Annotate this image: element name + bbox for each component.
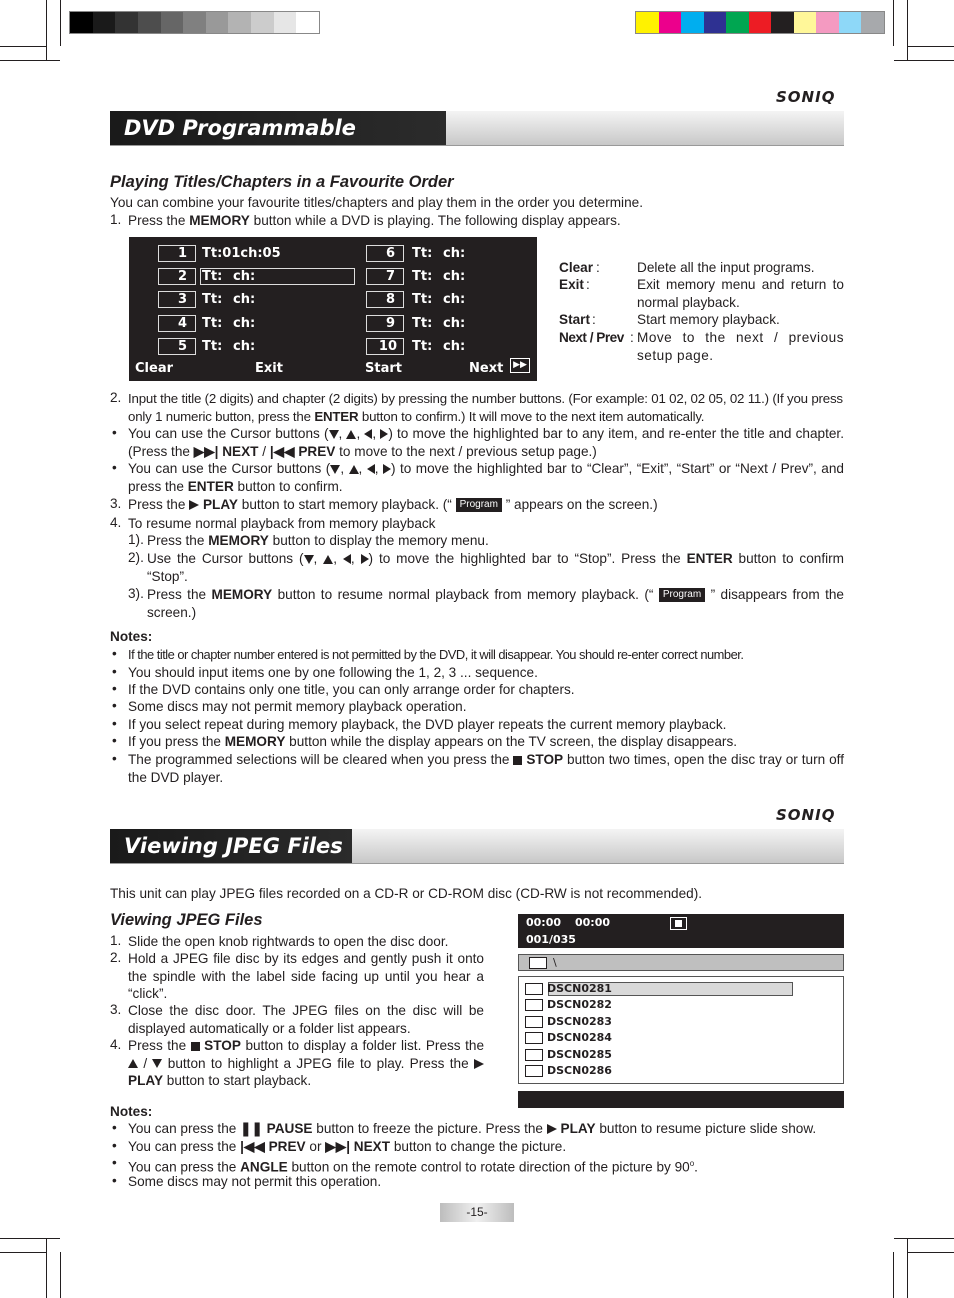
color-swatch <box>138 12 161 33</box>
step-number: 4. <box>110 515 122 530</box>
file-list <box>518 976 844 1084</box>
step-number: 1. <box>110 212 122 227</box>
color-swatch <box>816 12 839 33</box>
slot-number: 8 <box>366 291 404 308</box>
color-swatch <box>636 12 659 33</box>
color-swatch <box>183 12 206 33</box>
step-number: 3. <box>110 496 122 511</box>
legend-term: Next / Prev <box>559 330 624 345</box>
program-tag: Program <box>456 498 502 512</box>
file-item[interactable]: DSCN0283 <box>525 1014 612 1030</box>
grayscale-calibration-bar <box>69 11 320 34</box>
crop-mark <box>907 0 908 60</box>
slot-number: 5 <box>158 338 196 355</box>
file-item[interactable]: DSCN0281 <box>525 981 612 997</box>
step-text: Press the PLAY button to start memory playback. (“ Program ” appears on the screen.) <box>128 497 658 512</box>
color-swatch <box>726 12 749 33</box>
path-bar <box>518 954 844 971</box>
bullet: • <box>112 1173 117 1188</box>
bullet: • <box>112 681 117 696</box>
brand-logo: SONIQ <box>776 88 836 106</box>
osd-next-button[interactable]: Next <box>469 361 504 376</box>
subsection-title: Viewing JPEG Files <box>110 911 263 929</box>
intro-text: This unit can play JPEG files recorded on a CD-R or CD-ROM disc (CD-RW is not recommended). <box>110 886 703 901</box>
image-file-icon <box>525 1049 543 1061</box>
crop-mark <box>0 60 60 61</box>
color-swatch <box>93 12 116 33</box>
highlight-bar[interactable] <box>200 268 355 285</box>
step-number: 2. <box>110 390 122 405</box>
color-calibration-bar <box>635 11 885 34</box>
file-counter: 001/035 <box>526 933 576 946</box>
bullet: • <box>112 716 117 731</box>
color-swatch <box>251 12 274 33</box>
slot-value: Tt:01ch:05 <box>202 246 281 261</box>
crop-mark <box>894 1238 954 1239</box>
bullet-text: You can use the Cursor buttons ( , , , ) to move the highlighted bar to any item, and re-enter the title and chapter. (Press the ▶▶| NEXT / |◀◀ PREV to move to the next / previous setup page.) <box>128 426 844 459</box>
substep-number: 2). <box>128 550 144 565</box>
program-tag: Program <box>659 588 705 602</box>
section-title: DVD Programmable Memory <box>110 111 446 145</box>
step-text: Close the disc door. The JPEG files on the disc will be displayed automatically or a folder list appears. <box>128 1003 484 1036</box>
stop-icon <box>670 917 687 930</box>
slot-number: 2 <box>158 268 196 285</box>
substep-text: Use the Cursor buttons ( , , , ) to move the highlighted bar to “Stop”. Press the ENTER button to confirm “Stop”. <box>147 551 844 584</box>
note-text: If the DVD contains only one title, you can only arrange order for chapters. <box>128 682 575 697</box>
legend-term: Exit <box>559 277 584 292</box>
note-text: If you select repeat during memory playback, the DVD player repeats the current memory playback. <box>128 717 727 732</box>
bullet: • <box>112 460 117 475</box>
note-text: You can press the ❚❚ PAUSE button to freeze the picture. Press the PLAY button to resume picture slide show. <box>128 1121 817 1136</box>
color-swatch <box>861 12 884 33</box>
bullet: • <box>112 425 117 440</box>
note-text: You can press the ANGLE button on the remote control to rotate direction of the picture by 90$^o$. <box>128 1159 698 1175</box>
slot-number: 9 <box>366 315 404 332</box>
slot-chapter: ch: <box>233 316 256 331</box>
color-swatch <box>704 12 727 33</box>
crop-mark <box>60 0 61 46</box>
substep-number: 3). <box>128 586 144 601</box>
color-swatch <box>228 12 251 33</box>
legend-sep: : <box>630 330 634 345</box>
osd-clear-button[interactable]: Clear <box>135 361 173 376</box>
color-swatch <box>70 12 93 33</box>
step-text: Slide the open knob rightwards to open the disc door. <box>128 934 449 949</box>
step-text: Hold a JPEG file disc by its edges and gently push it onto the spindle with the label side facing up until you hear a “click”. <box>128 951 484 1001</box>
step-text: Press the MEMORY button while a DVD is playing. The following display appears. <box>128 213 621 228</box>
crop-mark <box>46 0 47 60</box>
elapsed-time: 00:00 <box>526 916 562 929</box>
slot-number: 10 <box>366 338 404 355</box>
slot-title: Tt: <box>202 339 223 354</box>
slot-title: Tt: <box>412 316 433 331</box>
color-swatch <box>659 12 682 33</box>
section-title: Viewing JPEG Files <box>110 829 352 863</box>
legend-desc: Move to the next / previous setup page. <box>637 330 844 363</box>
image-file-icon <box>525 1065 543 1077</box>
bullet-text: You can use the Cursor buttons ( , , , ) to move the highlighted bar to “Clear”, “Exit”, “Start” or “Next / Prev”, and press the ENTER button to confirm. <box>128 461 844 494</box>
memory-osd-screen <box>129 237 537 381</box>
bullet: • <box>112 1138 117 1153</box>
folder-icon <box>529 957 547 969</box>
legend-sep: : <box>596 260 600 275</box>
file-item[interactable]: DSCN0285 <box>525 1047 612 1063</box>
crop-mark <box>893 1252 894 1298</box>
bullet: • <box>112 751 117 766</box>
step-number: 1. <box>110 933 122 948</box>
jpeg-footer <box>518 1091 844 1108</box>
crop-mark <box>907 1238 908 1298</box>
brand-logo: SONIQ <box>776 806 836 824</box>
color-swatch <box>771 12 794 33</box>
step-text: Press the STOP button to display a folder list. Press the / button to highlight a JPEG file to play. Press the PLAY button to start playback. <box>128 1038 485 1088</box>
bullet: • <box>112 646 117 661</box>
substep-number: 1). <box>128 532 144 547</box>
slot-title: Tt: <box>412 292 433 307</box>
crop-mark <box>894 60 954 61</box>
step-text: To resume normal playback from memory playback <box>128 516 436 531</box>
slot-title: Tt: <box>412 246 433 261</box>
step-text: Input the title (2 digits) and chapter (2 digits) by pressing the number buttons. (For example: 01 02, 02 05, 02 11.) (If you press only 1 numeric button, press the ENTER button to confirm.) It will move to the next item automatically. <box>128 391 843 424</box>
total-time: 00:00 <box>575 916 611 929</box>
osd-start-button[interactable]: Start <box>365 361 402 376</box>
slot-title: Tt: <box>202 292 223 307</box>
color-swatch <box>681 12 704 33</box>
slot-number: 7 <box>366 268 404 285</box>
color-swatch <box>794 12 817 33</box>
note-text: The programmed selections will be cleared when you press the STOP button two times, open the disc tray or turn off the DVD player. <box>128 752 844 785</box>
color-swatch <box>296 12 319 33</box>
image-file-icon <box>525 1032 543 1044</box>
next-page-icon[interactable]: ▶▶ <box>510 358 530 373</box>
step-number: 4. <box>110 1037 122 1052</box>
notes-title: Notes: <box>110 629 153 644</box>
bullet: • <box>112 1120 117 1135</box>
jpeg-browser-screen <box>518 914 844 1108</box>
slot-title: Tt: <box>412 269 433 284</box>
color-swatch <box>206 12 229 33</box>
crop-mark <box>893 0 894 46</box>
crop-mark <box>0 1252 46 1253</box>
bullet: • <box>112 1155 117 1170</box>
legend-sep: : <box>586 277 590 292</box>
crop-mark <box>46 1238 47 1298</box>
slot-chapter: ch: <box>443 269 466 284</box>
crop-mark <box>0 1238 60 1239</box>
legend-desc: Start memory playback. <box>637 312 780 327</box>
crop-mark <box>908 46 954 47</box>
color-swatch <box>161 12 184 33</box>
legend-desc: Delete all the input programs. <box>637 260 815 275</box>
crop-mark <box>60 1252 61 1298</box>
slot-chapter: ch: <box>233 292 256 307</box>
slot-number: 3 <box>158 291 196 308</box>
slot-chapter: ch: <box>233 339 256 354</box>
note-text: You can press the |◀◀ PREV or ▶▶| NEXT button to change the picture. <box>128 1139 567 1154</box>
osd-exit-button[interactable]: Exit <box>255 361 283 376</box>
legend-term: Clear <box>559 260 594 275</box>
color-swatch <box>749 12 772 33</box>
image-file-icon <box>525 983 543 995</box>
bullet: • <box>112 698 117 713</box>
color-swatch <box>115 12 138 33</box>
substep-text: Press the MEMORY button to resume normal playback from memory playback. (“ Program ” disappears from the screen.) <box>147 587 844 620</box>
bullet: • <box>112 733 117 748</box>
legend-desc: Exit memory menu and return to normal playback. <box>637 277 844 310</box>
color-swatch <box>274 12 297 33</box>
slot-chapter: ch: <box>233 269 256 284</box>
file-item[interactable]: DSCN0284 <box>525 1030 612 1046</box>
file-item[interactable]: DSCN0286 <box>525 1063 612 1079</box>
slot-title: Tt: <box>202 316 223 331</box>
page-number: -15- <box>466 1205 488 1219</box>
slot-chapter: ch: <box>443 339 466 354</box>
notes-title: Notes: <box>110 1104 153 1119</box>
note-text: If you press the MEMORY button while the display appears on the TV screen, the display disappears. <box>128 734 738 749</box>
crop-mark <box>908 1252 954 1253</box>
note-text: If the title or chapter number entered is not permitted by the DVD, it will disappear. You should re-enter correct number. <box>128 647 744 662</box>
file-item[interactable]: DSCN0282 <box>525 997 612 1013</box>
step-number: 2. <box>110 950 122 965</box>
legend-sep: : <box>592 312 596 327</box>
slot-number: 1 <box>158 245 196 262</box>
legend-term: Start <box>559 312 590 327</box>
slot-number: 6 <box>366 245 404 262</box>
substep-text: Press the MEMORY button to display the memory menu. <box>147 533 489 548</box>
image-file-icon <box>525 1016 543 1028</box>
slot-title: Tt: <box>202 269 223 284</box>
path-text: \ <box>553 956 557 969</box>
color-swatch <box>839 12 862 33</box>
crop-mark <box>0 46 46 47</box>
slot-title: Tt: <box>412 339 433 354</box>
slot-chapter: ch: <box>443 292 466 307</box>
note-text: Some discs may not permit this operation. <box>128 1174 382 1189</box>
slot-chapter: ch: <box>443 316 466 331</box>
intro-text: You can combine your favourite titles/chapters and play them in the order you determine. <box>110 195 643 210</box>
note-text: Some discs may not permit memory playback operation. <box>128 699 467 714</box>
subsection-title: Playing Titles/Chapters in a Favourite Order <box>110 173 454 191</box>
note-text: You should input items one by one following the 1, 2, 3 ... sequence. <box>128 665 538 680</box>
slot-number: 4 <box>158 315 196 332</box>
image-file-icon <box>525 999 543 1011</box>
step-number: 3. <box>110 1002 122 1017</box>
slot-chapter: ch: <box>443 246 466 261</box>
bullet: • <box>112 664 117 679</box>
